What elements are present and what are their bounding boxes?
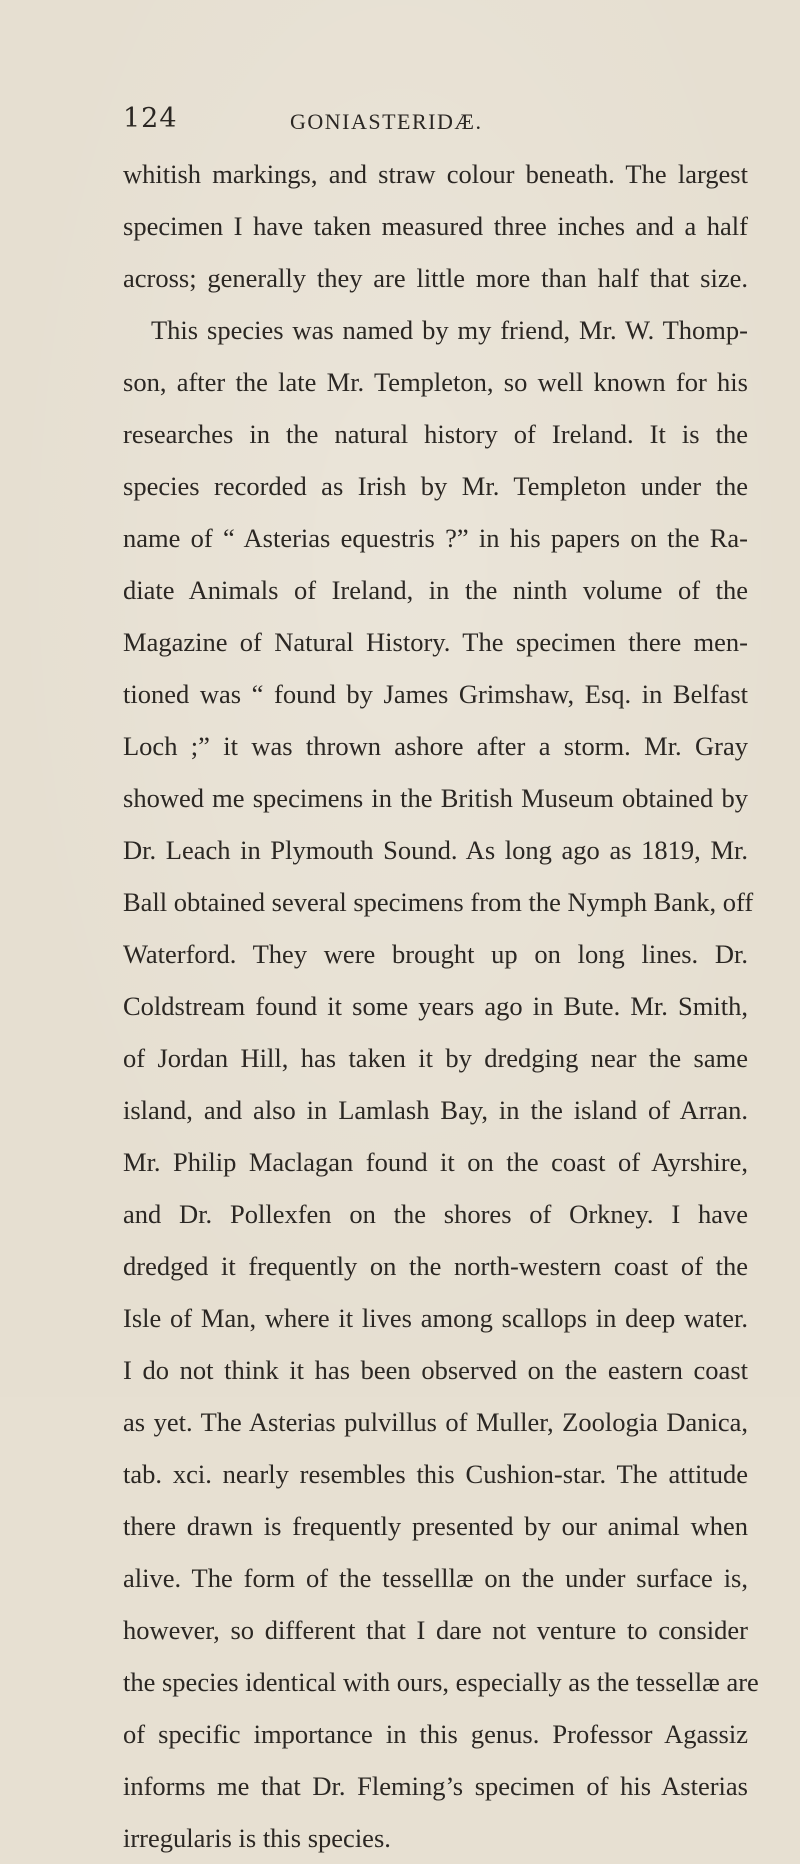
text-line: Magazine of Natural History. The specimen there men-: [123, 627, 748, 657]
text-line: son, after the late Mr. Templeton, so well known for his: [123, 367, 748, 397]
text-line: specimen I have taken measured three inches and a half: [123, 211, 748, 241]
text-line: of specific importance in this genus. Professor Agassiz: [123, 1719, 748, 1749]
text-line: diate Animals of Ireland, in the ninth volume of the: [123, 575, 748, 605]
text-line: I do not think it has been observed on the eastern coast: [123, 1355, 748, 1385]
text-line: Coldstream found it some years ago in Bute. Mr. Smith,: [123, 991, 748, 1021]
text-line: tioned was “ found by James Grimshaw, Esq. in Belfast: [123, 679, 748, 709]
text-line: Ball obtained several specimens from the Nymph Bank, off: [123, 887, 754, 917]
text-line: Waterford. They were brought up on long lines. Dr.: [123, 939, 748, 969]
text-line: however, so different that I dare not venture to consider: [123, 1615, 748, 1645]
text-line: researches in the natural history of Ireland. It is the: [123, 419, 748, 449]
text-line: This species was named by my friend, Mr. W. Thomp-: [151, 315, 748, 345]
text-line: showed me specimens in the British Museum obtained by: [123, 783, 748, 813]
text-line: whitish markings, and straw colour beneath. The largest: [123, 159, 748, 189]
text-line: as yet. The Asterias pulvillus of Muller, Zoologia Danica,: [123, 1407, 748, 1437]
text-line: across; generally they are little more than half that size.: [123, 263, 748, 293]
text-line: there drawn is frequently presented by our animal when: [123, 1511, 748, 1541]
running-head: [123, 103, 740, 143]
text-line: dredged it frequently on the north-western coast of the: [123, 1251, 748, 1281]
text-line: Dr. Leach in Plymouth Sound. As long ago as 1819, Mr.: [123, 835, 748, 865]
body-text: [123, 148, 759, 1864]
text-line: the species identical with ours, especially as the tessellæ are: [123, 1667, 759, 1697]
text-line: of Jordan Hill, has taken it by dredging near the same: [123, 1043, 748, 1073]
text-line: alive. The form of the tesselllæ on the under surface is,: [123, 1563, 748, 1593]
text-line: island, and also in Lamlash Bay, in the island of Arran.: [123, 1095, 748, 1125]
text-line: species recorded as Irish by Mr. Templeton under the: [123, 471, 748, 501]
text-line: Isle of Man, where it lives among scallops in deep water.: [123, 1303, 748, 1333]
text-line: tab. xci. nearly resembles this Cushion-star. The attitude: [123, 1459, 748, 1489]
text-line: informs me that Dr. Fleming’s specimen of his Asterias: [123, 1771, 748, 1801]
text-line: Mr. Philip Maclagan found it on the coast of Ayrshire,: [123, 1147, 748, 1177]
text-line: name of “ Asterias equestris ?” in his papers on the Ra-: [123, 523, 748, 553]
running-title: GONIASTERIDÆ.: [290, 109, 483, 134]
text-line: Loch ;” it was thrown ashore after a storm. Mr. Gray: [123, 731, 748, 761]
text-line: irregularis is this species.: [123, 1823, 391, 1853]
text-line: and Dr. Pollexfen on the shores of Orkney. I have: [123, 1199, 748, 1229]
page-number: 124: [123, 103, 178, 134]
